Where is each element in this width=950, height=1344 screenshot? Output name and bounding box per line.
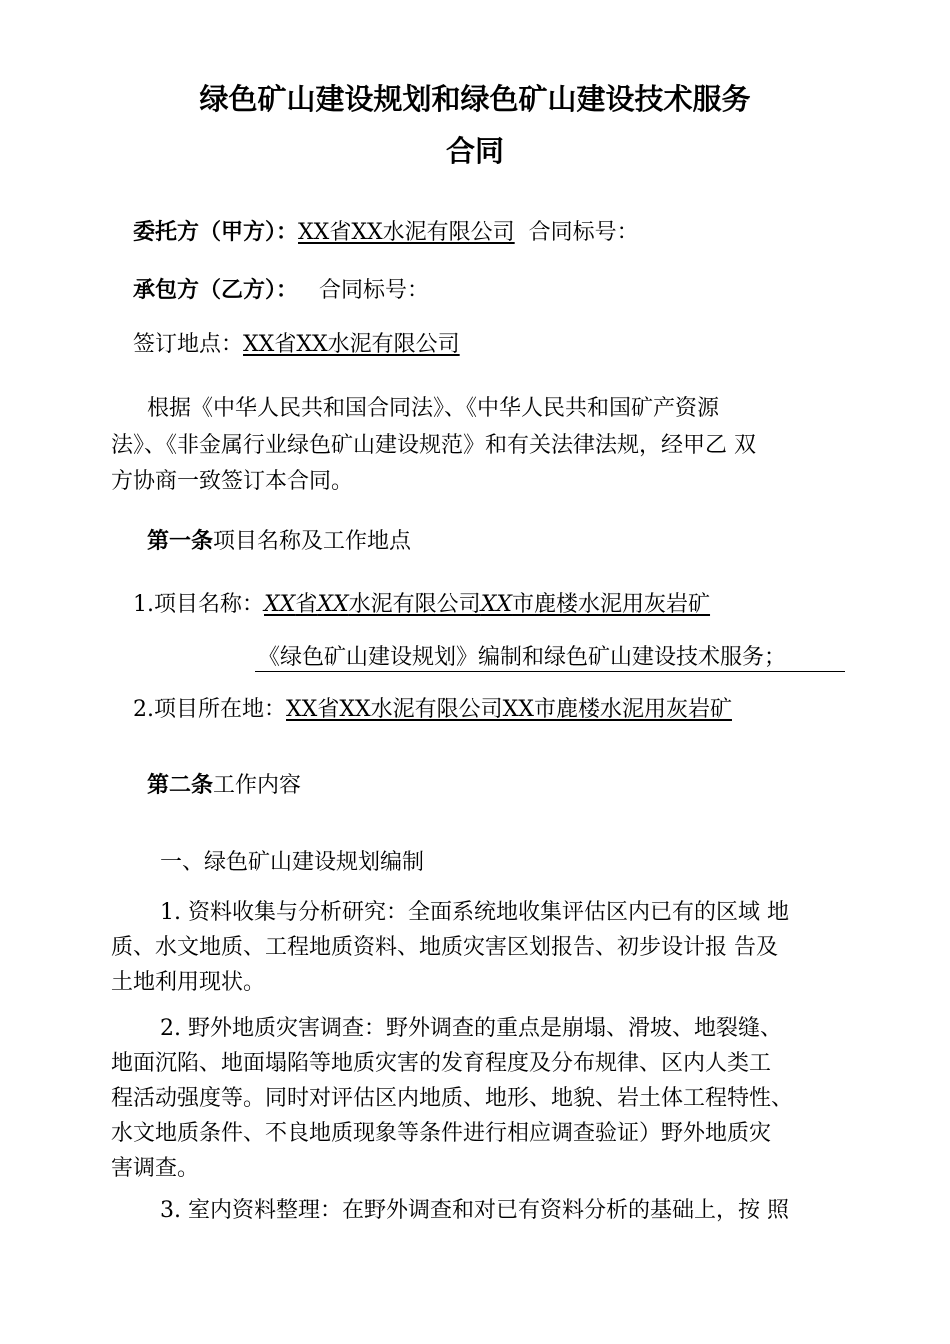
item-1-underline bbox=[255, 671, 845, 672]
sign-place: XX省XX水泥有限公司 bbox=[243, 332, 460, 357]
paragraph-2-line-1: 2. 野外地质灾害调查：野外调查的重点是崩塌、滑坡、地裂缝、 bbox=[160, 1016, 782, 1041]
paragraph-2-line-4: 水文地质条件、不良地质现象等条件进行相应调查验证）野外地质灾 bbox=[111, 1121, 772, 1146]
article-2-heading bbox=[147, 772, 301, 799]
paragraph-2-line-3: 程活动强度等。同时对评估区内地质、地形、地貌、岩土体工程特性、 bbox=[111, 1086, 794, 1111]
item-1-project-name bbox=[133, 592, 710, 618]
item-2-label: 2.项目所在地： bbox=[133, 697, 286, 722]
contractor-label: 承包方（乙方）： bbox=[133, 277, 299, 303]
item-2-value: XX省XX水泥有限公司XX市鹿楼水泥用灰岩矿 bbox=[286, 697, 732, 722]
paragraph-1-line-2: 质、水文地质、工程地质资料、地质灾害区划报告、初步设计报 告及 bbox=[111, 935, 778, 960]
item-1-line-2: 《绿色矿山建设规划》编制和绿色矿山建设技术服务； bbox=[258, 645, 787, 670]
item-1-part-3: XX bbox=[317, 592, 349, 617]
item-2-location bbox=[133, 697, 732, 723]
paragraph-2-line-2: 地面沉陷、地面塌陷等地质灾害的发育程度及分布规律、区内人类工 bbox=[111, 1051, 772, 1076]
contractor-contract-no: 合同标号： bbox=[319, 278, 430, 303]
section-1-heading: 一、绿色矿山建设规划编制 bbox=[160, 850, 425, 875]
client-contract-no: 合同标号： bbox=[528, 220, 639, 245]
document-title-line2: 合同 bbox=[445, 134, 504, 168]
intro-line-1: 根据《中华人民共和国合同法》、《中华人民共和国矿产资源 bbox=[147, 396, 720, 421]
client-name: XX省XX水泥有限公司 bbox=[298, 220, 515, 245]
paragraph-1-line-3: 土地利用现状。 bbox=[111, 970, 266, 995]
article-1-title: 项目名称及工作地点 bbox=[213, 529, 412, 554]
item-1-part-5: XX bbox=[480, 592, 513, 617]
item-1-part-2: 省 bbox=[295, 592, 318, 617]
item-1-part-1: XX bbox=[264, 592, 296, 617]
contractor-line bbox=[133, 277, 429, 304]
article-1-label: 第一条 bbox=[147, 528, 214, 554]
client-line bbox=[133, 219, 639, 246]
client-label: 委托方（甲方）： bbox=[133, 219, 299, 245]
paragraph-1-line-1: 1. 资料收集与分析研究：全面系统地收集评估区内已有的区域 地 bbox=[160, 900, 789, 925]
document-title: 绿色矿山建设规划和绿色矿山建设技术服务 bbox=[199, 82, 751, 116]
sign-place-label: 签订地点： bbox=[133, 332, 244, 357]
paragraph-3-line-1: 3. 室内资料整理：在野外调查和对已有资料分析的基础上，按 照 bbox=[160, 1198, 789, 1223]
article-2-title: 工作内容 bbox=[213, 773, 302, 798]
item-1-part-6: 市鹿楼水泥用灰岩矿 bbox=[512, 592, 711, 617]
item-1-label: 1.项目名称： bbox=[133, 592, 264, 617]
item-1-part-4: 水泥有限公司 bbox=[348, 592, 481, 617]
intro-line-2: 法》、《非金属行业绿色矿山建设规范》和有关法律法规，经甲乙 双 bbox=[111, 433, 756, 458]
article-2-label: 第二条 bbox=[147, 772, 214, 798]
sign-place-line bbox=[133, 332, 460, 358]
item-1-value bbox=[264, 592, 710, 617]
article-1-heading bbox=[147, 528, 411, 555]
intro-line-3: 方协商一致签订本合同。 bbox=[111, 469, 354, 494]
paragraph-2-line-5: 害调查。 bbox=[111, 1156, 200, 1181]
